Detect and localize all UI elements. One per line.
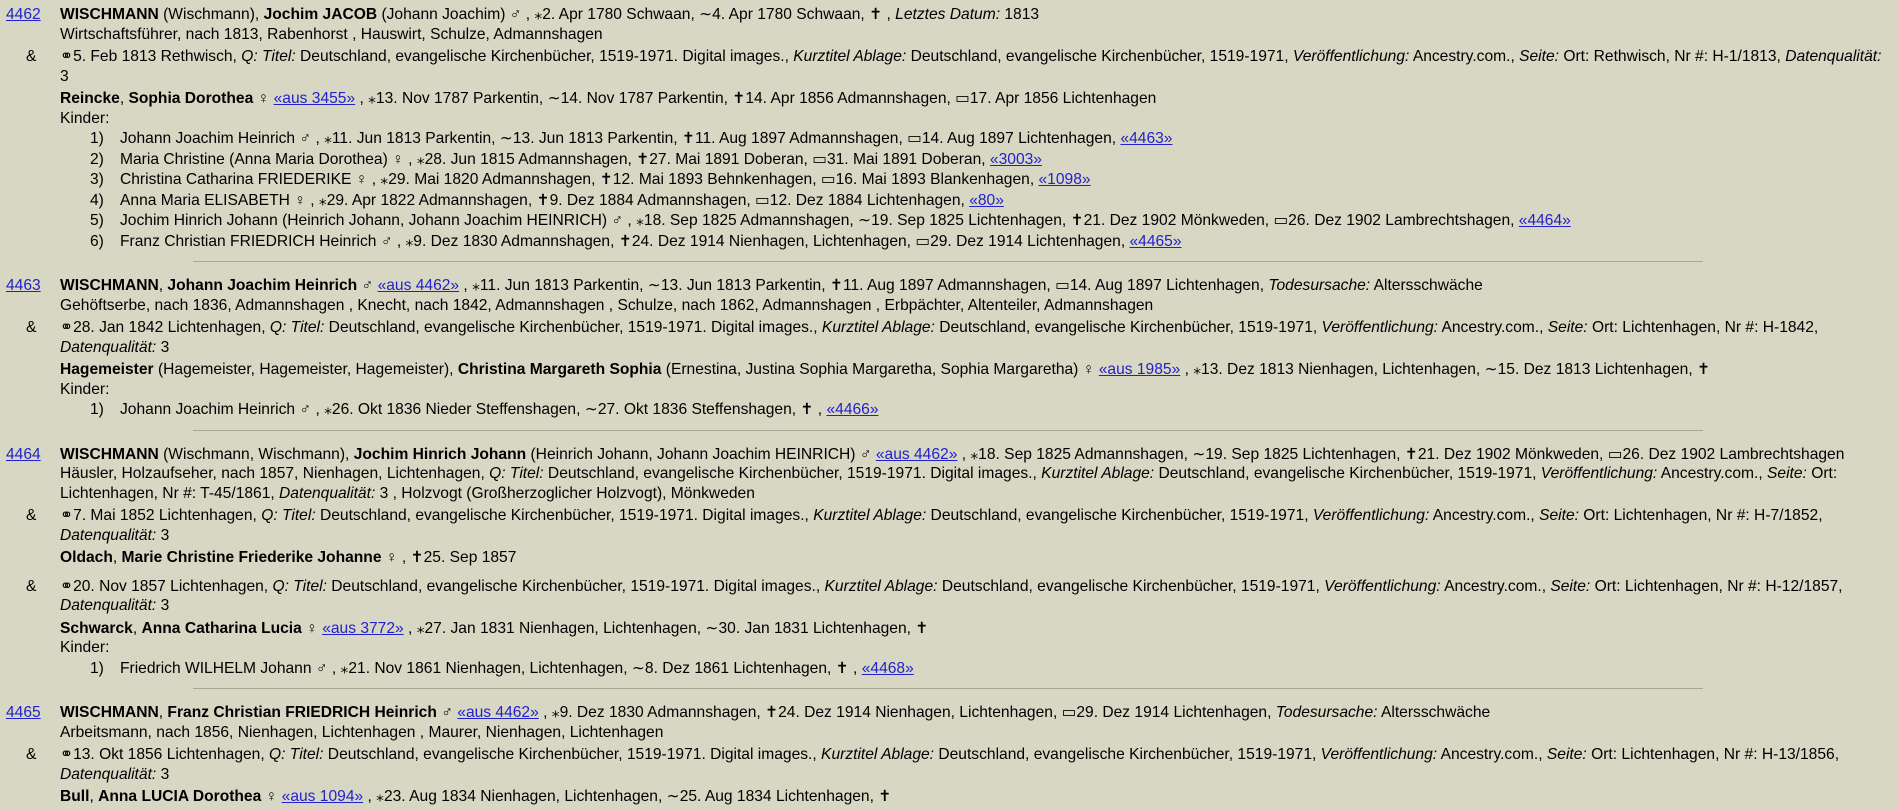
spouse-line — [0, 360, 1897, 380]
entry-number-link[interactable]: 4463 — [6, 277, 41, 294]
field-label: Seite: — [1550, 577, 1591, 595]
text-segment: Ort: Lichtenhagen, Nr #: H-12/1857, — [1590, 577, 1843, 595]
field-label: Kurztitel Ablage: — [1041, 465, 1155, 482]
text-segment: 3 — [156, 338, 170, 356]
bold-name: Anna Catharina Lucia — [141, 619, 302, 637]
field-label: Letztes Datum: — [895, 6, 1001, 23]
text-segment: , ⁎18. Sep 1825 Admannshagen, ∼19. Sep 1825 Lichtenhagen, ✝21. Dez 1902 Mönkweden, ▭26. Dez 1902 Lambrechtshagen — [957, 445, 1845, 463]
bold-name: Jochim Hinrich Johann — [353, 445, 527, 463]
text-segment: , — [158, 704, 168, 721]
entry-separator — [193, 430, 1703, 431]
entry-number-link[interactable]: 4464 — [6, 445, 41, 463]
child-item — [0, 170, 1897, 190]
occupation-line: Gehöftserbe, nach 1836, Admannshagen , Knecht, nach 1842, Admannshagen , Schulze, nach 1862, Admannshagen , Erbpächter, Altenteiler, Admannshagen — [60, 296, 1154, 314]
text-segment: Ancestry.com., — [1437, 746, 1547, 763]
text-segment: Ort: Lichtenhagen, Nr #: H-1842, — [1587, 319, 1819, 336]
text-segment: 3 — [156, 597, 170, 614]
field-label: Todesursache: — [1275, 704, 1378, 721]
field-label: Q: Titel: — [489, 465, 544, 482]
bold-name: WISCHMANN — [60, 704, 159, 721]
field-label: Kurztitel Ablage: — [824, 577, 938, 595]
text-segment: ♂ — [357, 277, 378, 294]
child-number: 1) — [90, 130, 104, 147]
bold-name: Oldach — [60, 549, 113, 566]
text-segment: 1813 — [1000, 6, 1040, 23]
text-segment: Deutschland, evangelische Kirchenbücher, 1519-1971, — [906, 48, 1293, 65]
child-ref-link[interactable]: «4463» — [1120, 130, 1173, 147]
child-details: Johann Joachim Heinrich ♂ , ⁎11. Jun 1813 Parkentin, ∼13. Jun 1813 Parkentin, ✝11. Aug 1897 Admannshagen, ▭14. Aug 1897 Lichtenhagen, — [120, 130, 1121, 147]
field-label: Q: Titel: — [269, 319, 325, 336]
text-segment: (Heinrich Johann, Johann Joachim HEINRICH) ♂ — [526, 445, 876, 463]
marriage-line — [0, 577, 1897, 616]
field-label: Seite: — [1519, 48, 1559, 65]
marriage-ampersand: & — [26, 48, 37, 65]
child-item — [0, 211, 1897, 231]
field-label: Seite: — [1539, 507, 1579, 524]
child-details: Friedrich WILHELM Johann ♂ , ⁎21. Nov 1861 Nienhagen, Lichtenhagen, ∼8. Dez 1861 Lichtenhagen, ✝ , — [120, 659, 862, 677]
text-segment: (Ernestina, Justina Sophia Margaretha, Sophia Margaretha) ♀ — [661, 361, 1099, 378]
text-segment: Altersschwäche — [1377, 704, 1491, 721]
text-segment: Ancestry.com., — [1409, 48, 1520, 65]
field-label: Q: Titel: — [261, 507, 316, 524]
occupation-line: Wirtschaftsführer, nach 1813, Rabenhorst , Hauswirt, Schulze, Admannshagen — [60, 25, 603, 43]
child-number: 6) — [90, 232, 104, 250]
text-segment: ♀ , ✝25. Sep 1857 — [381, 549, 517, 566]
field-label: Kurztitel Ablage: — [813, 507, 927, 524]
bold-name: Christina Margareth Sophia — [457, 361, 662, 378]
text-segment: Ancestry.com., — [1440, 577, 1551, 595]
bold-name: WISCHMANN — [60, 445, 159, 463]
bold-name: Franz Christian FRIEDRICH Heinrich — [167, 704, 437, 721]
text-segment: 3 — [156, 526, 170, 544]
text-segment: ♀ — [253, 90, 274, 107]
person-entry — [0, 445, 1897, 679]
field-label: Q: Titel: — [269, 746, 324, 763]
person-entry — [0, 276, 1897, 420]
person-header — [0, 703, 1897, 723]
text-segment: Ancestry.com., — [1429, 507, 1540, 524]
child-ref-link[interactable]: «1098» — [1038, 171, 1091, 188]
text-segment: Deutschland, evangelische Kirchenbücher, 1519-1971. Digital images., — [315, 507, 814, 524]
field-label: Q: Titel: — [272, 577, 327, 595]
parent-ref-link[interactable]: «aus 3772» — [322, 619, 404, 637]
field-label: Veröffentlichung: — [1540, 465, 1658, 482]
child-item — [0, 659, 1897, 679]
field-label: Veröffentlichung: — [1320, 746, 1438, 763]
marriage-line — [0, 47, 1897, 86]
child-details: Jochim Hinrich Johann (Heinrich Johann, Johann Joachim HEINRICH) ♂ , ⁎18. Sep 1825 Admannshagen, ∼19. Sep 1825 Lichtenhagen, ✝21. Dez 1902 Mönkweden, ▭26. Dez 1902 Lambrechtshagen, — [120, 212, 1519, 229]
field-label: Datenqualität: — [1785, 48, 1882, 65]
children-label: Kinder: — [60, 109, 110, 127]
child-ref-link[interactable]: «80» — [969, 191, 1004, 209]
parent-ref-link[interactable]: «aus 4462» — [875, 445, 958, 463]
text-segment: Ancestry.com., — [1657, 465, 1768, 482]
child-details: Franz Christian FRIEDRICH Heinrich ♂ , ⁎9. Dez 1830 Admannshagen, ✝24. Dez 1914 Nienhagen, Lichtenhagen, ▭29. Dez 1914 Lichtenhagen, — [120, 232, 1130, 250]
text-segment: ⚭7. Mai 1852 Lichtenhagen, — [60, 507, 262, 524]
field-label: Q: Titel: — [241, 48, 296, 65]
text-segment: , ⁎13. Nov 1787 Parkentin, ∼14. Nov 1787 Parkentin, ✝14. Apr 1856 Admannshagen, ▭17. Apr 1856 Lichtenhagen — [355, 90, 1157, 107]
marriage-line — [0, 745, 1897, 784]
parent-ref-link[interactable]: «aus 4462» — [457, 704, 539, 721]
spacer — [0, 568, 1897, 574]
text-segment: ♀ — [301, 619, 323, 637]
bold-name: Bull — [60, 788, 90, 805]
text-segment: Deutschland, evangelische Kirchenbücher, 1519-1971, — [1154, 465, 1541, 482]
field-label: Veröffentlichung: — [1292, 48, 1410, 65]
children-label: Kinder: — [60, 639, 110, 656]
bold-name: Marie Christine Friederike Johanne — [121, 549, 382, 566]
text-segment: , ⁎23. Aug 1834 Nienhagen, Lichtenhagen, ∼25. Aug 1834 Lichtenhagen, ✝ — [363, 788, 892, 805]
child-number: 1) — [90, 401, 104, 418]
child-ref-link[interactable]: «3003» — [989, 150, 1042, 168]
person-header — [0, 5, 1897, 25]
text-segment: Deutschland, evangelische Kirchenbücher, 1519-1971. Digital images., — [323, 746, 822, 763]
text-segment: Ort: Lichtenhagen, Nr #: H-7/1852, — [1578, 507, 1823, 524]
marriage-line — [0, 318, 1897, 357]
spouse-line — [0, 787, 1897, 807]
child-item — [0, 150, 1897, 170]
field-label: Seite: — [1546, 746, 1587, 763]
field-label: Kurztitel Ablage: — [821, 319, 935, 336]
child-item — [0, 232, 1897, 252]
bold-name: Jochim JACOB — [263, 6, 378, 23]
text-segment: ♂ — [436, 704, 458, 721]
entry-number-link[interactable]: 4462 — [6, 6, 41, 23]
text-segment: Deutschland, evangelische Kirchenbücher, 1519-1971. Digital images., — [295, 48, 794, 65]
text-segment: ♀ — [261, 788, 282, 805]
child-details: Maria Christine (Anna Maria Dorothea) ♀ , ⁎28. Jun 1815 Admannshagen, ✝27. Mai 1891 Doberan, ▭31. Mai 1891 Doberan, — [120, 150, 990, 168]
spouse-line — [0, 89, 1897, 109]
entry-separator — [193, 688, 1703, 689]
text-segment: 3 — [60, 67, 69, 85]
parent-ref-link[interactable]: «aus 3455» — [273, 90, 356, 107]
child-number: 4) — [90, 191, 104, 209]
child-details: Johann Joachim Heinrich ♂ , ⁎26. Okt 1836 Nieder Steffenshagen, ∼27. Okt 1836 Steffenshagen, ✝ , — [120, 401, 827, 418]
text-segment: Deutschland, evangelische Kirchenbücher, 1519-1971. Digital images., — [543, 465, 1042, 482]
text-segment: (Wischmann, Wischmann), — [158, 445, 354, 463]
text-segment: Altersschwäche — [1370, 277, 1483, 294]
parent-ref-link[interactable]: «aus 1094» — [281, 788, 364, 805]
text-segment: (Hagemeister, Hagemeister, Hagemeister), — [153, 361, 458, 378]
spouse-line — [0, 548, 1897, 568]
text-segment: ⚭5. Feb 1813 Rethwisch, — [60, 48, 242, 65]
text-segment: , ⁎11. Jun 1813 Parkentin, ∼13. Jun 1813 Parkentin, ✝11. Aug 1897 Admannshagen, ▭14. Aug 1897 Lichtenhagen, — [459, 277, 1269, 294]
marriage-ampersand: & — [26, 319, 37, 336]
occupation-line — [0, 464, 1897, 503]
field-label: Kurztitel Ablage: — [793, 48, 907, 65]
text-segment: ⚭28. Jan 1842 Lichtenhagen, — [60, 319, 270, 336]
child-number: 2) — [90, 150, 104, 168]
occupation-line: Arbeitsmann, nach 1856, Nienhagen, Lichtenhagen , Maurer, Nienhagen, Lichtenhagen — [60, 723, 664, 741]
marriage-ampersand: & — [26, 746, 37, 763]
field-label: Datenqualität: — [60, 765, 157, 783]
marriage-line — [0, 506, 1897, 545]
text-segment: Deutschland, evangelische Kirchenbücher, 1519-1971. Digital images., — [324, 319, 822, 336]
text-segment: Deutschland, evangelische Kirchenbücher, 1519-1971, — [934, 746, 1321, 763]
entry-separator — [193, 261, 1703, 262]
text-segment: Deutschland, evangelische Kirchenbücher, 1519-1971. Digital images., — [326, 577, 825, 595]
spouse-line — [0, 619, 1897, 639]
bold-name: Anna LUCIA Dorothea — [98, 788, 262, 805]
child-ref-link[interactable]: «4466» — [826, 401, 879, 418]
child-number: 5) — [90, 212, 104, 229]
bold-name: WISCHMANN — [60, 6, 159, 23]
child-item — [0, 129, 1897, 149]
parent-ref-link[interactable]: «aus 4462» — [377, 277, 460, 294]
text-segment: Ort: Lichtenhagen, Nr #: H-13/1856, — [1586, 746, 1840, 763]
text-segment: , ⁎13. Dez 1813 Nienhagen, Lichtenhagen, ∼15. Dez 1813 Lichtenhagen, ✝ — [1180, 361, 1711, 378]
field-label: Seite: — [1767, 465, 1807, 482]
text-segment: , — [119, 90, 129, 107]
bold-name: Schwarck — [60, 619, 133, 637]
text-segment: ⚭20. Nov 1857 Lichtenhagen, — [60, 577, 273, 595]
child-item — [0, 400, 1897, 420]
child-number: 1) — [90, 659, 104, 677]
text-segment: , — [158, 277, 168, 294]
person-header — [0, 276, 1897, 296]
field-label: Datenqualität: — [60, 338, 157, 356]
text-segment: , ⁎9. Dez 1830 Admannshagen, ✝24. Dez 1914 Nienhagen, Lichtenhagen, ▭29. Dez 1914 Lichtenhagen, — [538, 704, 1276, 721]
child-details: Christina Catharina FRIEDERIKE ♀ , ⁎29. Mai 1820 Admannshagen, ✝12. Mai 1893 Behnkenhagen, ▭16. Mai 1893 Blankenhagen, — [120, 171, 1039, 188]
text-segment: 3 — [156, 765, 170, 783]
field-label: Veröffentlichung: — [1312, 507, 1430, 524]
field-label: Todesursache: — [1268, 277, 1371, 294]
text-segment: Häusler, Holzaufseher, nach 1857, Nienhagen, Lichtenhagen, — [60, 465, 490, 482]
bold-name: Sophia Dorothea — [128, 90, 254, 107]
text-segment: Ort: Lichtenhagen, Nr #: T-45/1861, — [60, 465, 1838, 502]
marriage-ampersand: & — [26, 577, 37, 595]
field-label: Veröffentlichung: — [1324, 577, 1441, 595]
text-segment: Ancestry.com., — [1438, 319, 1548, 336]
text-segment: (Johann Joachim) ♂ , ⁎2. Apr 1780 Schwaan, ∼4. Apr 1780 Schwaan, ✝ , — [377, 6, 896, 23]
text-segment: Ort: Rethwisch, Nr #: H-1/1813, — [1559, 48, 1786, 65]
person-entry — [0, 703, 1897, 807]
text-segment: Deutschland, evangelische Kirchenbücher, 1519-1971, — [934, 319, 1322, 336]
child-ref-link[interactable]: «4468» — [861, 659, 914, 677]
child-details: Anna Maria ELISABETH ♀ , ⁎29. Apr 1822 Admannshagen, ✝9. Dez 1884 Admannshagen, ▭12. Dez 1884 Lichtenhagen, — [120, 191, 970, 209]
field-label: Seite: — [1547, 319, 1588, 336]
children-label: Kinder: — [60, 380, 110, 398]
person-entry — [0, 5, 1897, 251]
person-header — [0, 445, 1897, 465]
child-item — [0, 191, 1897, 211]
text-segment: (Wischmann), — [158, 6, 264, 23]
child-number: 3) — [90, 171, 104, 188]
child-ref-link[interactable]: «4465» — [1129, 232, 1182, 250]
field-label: Datenqualität: — [279, 484, 376, 502]
text-segment: Deutschland, evangelische Kirchenbücher, 1519-1971, — [926, 507, 1313, 524]
parent-ref-link[interactable]: «aus 1985» — [1098, 361, 1181, 378]
text-segment: ⚭13. Okt 1856 Lichtenhagen, — [60, 746, 270, 763]
entry-number-link[interactable]: 4465 — [6, 704, 41, 721]
bold-name: Hagemeister — [60, 361, 154, 378]
field-label: Veröffentlichung: — [1321, 319, 1438, 336]
field-label: Datenqualität: — [60, 597, 157, 614]
text-segment: 3 , Holzvogt (Großherzoglicher Holzvogt), Mönkweden — [375, 484, 755, 502]
child-ref-link[interactable]: «4464» — [1518, 212, 1571, 229]
text-segment: Deutschland, evangelische Kirchenbücher, 1519-1971, — [937, 577, 1325, 595]
field-label: Datenqualität: — [60, 526, 157, 544]
marriage-ampersand: & — [26, 507, 37, 524]
field-label: Kurztitel Ablage: — [821, 746, 935, 763]
text-segment: , — [132, 619, 142, 637]
bold-name: WISCHMANN — [60, 277, 159, 294]
text-segment: , — [112, 549, 122, 566]
bold-name: Johann Joachim Heinrich — [167, 277, 358, 294]
text-segment: , ⁎27. Jan 1831 Nienhagen, Lichtenhagen, ∼30. Jan 1831 Lichtenhagen, ✝ — [403, 619, 929, 637]
bold-name: Reincke — [60, 90, 120, 107]
text-segment: , — [89, 788, 99, 805]
